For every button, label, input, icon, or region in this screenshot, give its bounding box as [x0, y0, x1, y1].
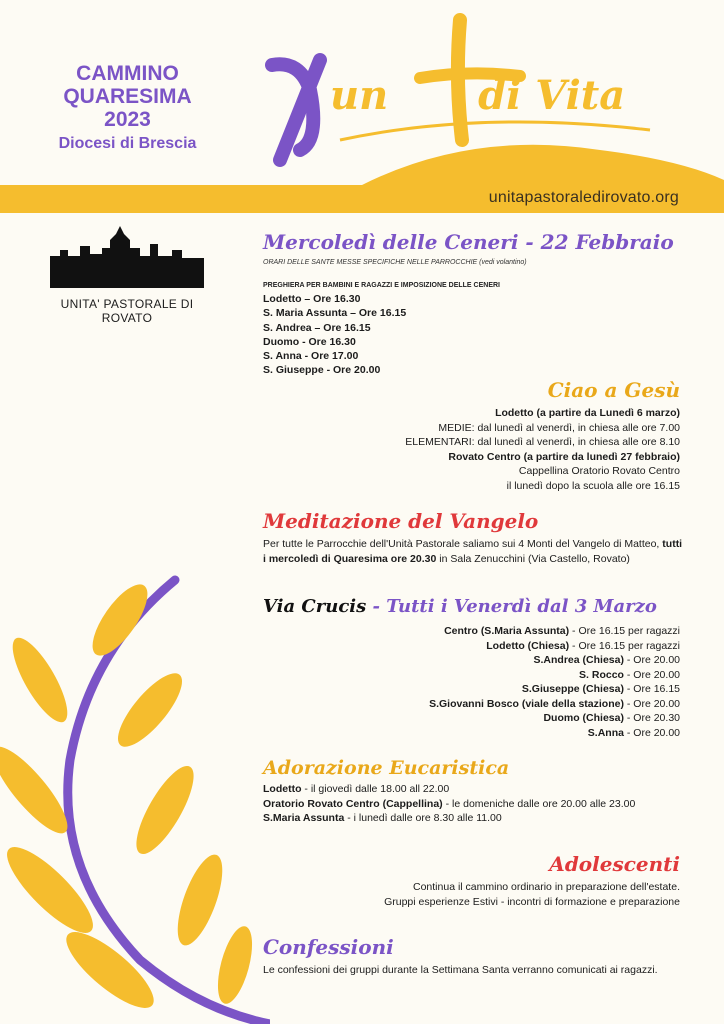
- ceneri-title: Mercoledì delle Ceneri - 22 Febbraio: [263, 230, 674, 254]
- website-link[interactable]: unitapastoraledirovato.org: [488, 189, 679, 206]
- cammino-line-2: QUARESIMA: [63, 85, 192, 108]
- via-crucis-title-b: - Tutti i Venerdì dal 3 Marzo: [366, 596, 657, 617]
- cammino-quaresima-title: [40, 62, 215, 155]
- ciao-gesu-title: Ciao a Gesù: [547, 378, 680, 402]
- confessioni-title: Confessioni: [263, 935, 394, 959]
- via-crucis-title-a: Via Crucis: [263, 596, 367, 617]
- adolescenti-line-1: Continua il cammino ordinario in preparazione dell'estate.: [413, 881, 680, 893]
- list-item: Lodetto - il giovedì dalle 18.00 all 22.00: [263, 783, 450, 795]
- vangelo-text-a: Per tutte le Parrocchie dell'Unità Pastorale saliamo sui 4 Monti del Vangelo di Matteo,: [263, 538, 663, 550]
- diocese-label: Diocesi di Brescia: [58, 135, 197, 152]
- adolescenti-title: Adolescenti: [549, 852, 680, 876]
- ciao-line-5: Cappellina Oratorio Rovato Centro: [518, 465, 680, 477]
- ciao-line-1: Lodetto (a partire da Lunedì 6 marzo): [495, 407, 680, 419]
- list-item: S. Maria Assunta – Ore 16.15: [263, 307, 407, 320]
- parish-logo: [50, 226, 204, 325]
- via-crucis-title: [263, 596, 657, 617]
- list-item: S. Rocco - Ore 20.00: [579, 668, 680, 681]
- list-item: Oratorio Rovato Centro (Cappellina) - le domeniche dalle ore 20.00 alle 23.00: [263, 797, 636, 810]
- list-item: S. Andrea – Ore 16.15: [263, 321, 371, 334]
- ceneri-list: [263, 292, 406, 378]
- list-item: S.Anna - Ore 20.00: [587, 726, 680, 739]
- adolescenti-list: [260, 880, 680, 909]
- list-item: S. Anna - Ore 17.00: [263, 350, 359, 363]
- skyline-silhouette-icon: [50, 226, 204, 288]
- adolescenti-line-2: Gruppi esperienze Estivi - incontri di formazione e preparazione: [384, 895, 680, 908]
- adorazione-list: [263, 782, 703, 826]
- ceneri-heading: PREGHIERA PER BAMBINI E RAGAZZI E IMPOSIZIONE DELLE CENERI: [263, 282, 500, 289]
- list-item: Centro (S.Maria Assunta) - Ore 16.15 per ragazzi: [444, 625, 680, 637]
- adorazione-title: Adorazione Eucaristica: [263, 757, 510, 779]
- ciao-line-3: ELEMENTARI: dal lunedì al venerdì, in chiesa alle ore 8.10: [405, 436, 680, 448]
- list-item: S. Giuseppe - Ore 20.00: [263, 364, 381, 377]
- confessioni-text: Le confessioni dei gruppi durante la Settimana Santa verranno comunicati ai ragazzi.: [263, 964, 658, 976]
- logo-words: un di Vita: [330, 72, 626, 119]
- parish-logo-caption: UNITA' PASTORALE DI ROVATO: [60, 297, 194, 325]
- vangelo-title: Meditazione del Vangelo: [263, 509, 539, 533]
- ciao-line-4: Rovato Centro (a partire da lunedì 27 febbraio): [448, 450, 680, 463]
- list-item: Duomo - Ore 16.30: [263, 335, 356, 348]
- list-item: S.Maria Assunta - i lunedì dalle ore 8.30 alle 11.00: [263, 812, 502, 824]
- list-item: Lodetto – Ore 16.30: [263, 293, 361, 305]
- vangelo-text-bold: tutti i mercoledì di Quaresima ore 20.30: [263, 538, 683, 565]
- cammino-line-3: 2023: [104, 108, 151, 131]
- ciao-line-6: il lunedì dopo la scuola alle ore 16.15: [506, 479, 680, 492]
- via-crucis-list: [300, 624, 680, 740]
- list-item: S.Giovanni Bosco (viale della stazione) - Ore 20.00: [429, 697, 680, 710]
- ciao-gesu-list: [320, 406, 680, 493]
- list-item: Lodetto (Chiesa) - Ore 16.15 per ragazzi: [486, 639, 680, 652]
- cammino-line-1: CAMMINO: [76, 62, 179, 85]
- ceneri-subtitle: ORARI DELLE SANTE MESSE SPECIFICHE NELLE PARROCCHIE (vedi volantino): [263, 259, 527, 266]
- ciao-line-2: MEDIE: dal lunedì al venerdì, in chiesa alle ore 7.00: [438, 421, 680, 434]
- vangelo-text: [263, 537, 683, 566]
- vangelo-text-b: in Sala Zenucchini (Via Castello, Rovato): [436, 552, 630, 565]
- list-item: Duomo (Chiesa) - Ore 20.30: [543, 712, 680, 724]
- list-item: S.Giuseppe (Chiesa) - Ore 16.15: [521, 683, 680, 695]
- list-item: S.Andrea (Chiesa) - Ore 20.00: [533, 654, 680, 666]
- olive-branch-decoration: [0, 560, 270, 1024]
